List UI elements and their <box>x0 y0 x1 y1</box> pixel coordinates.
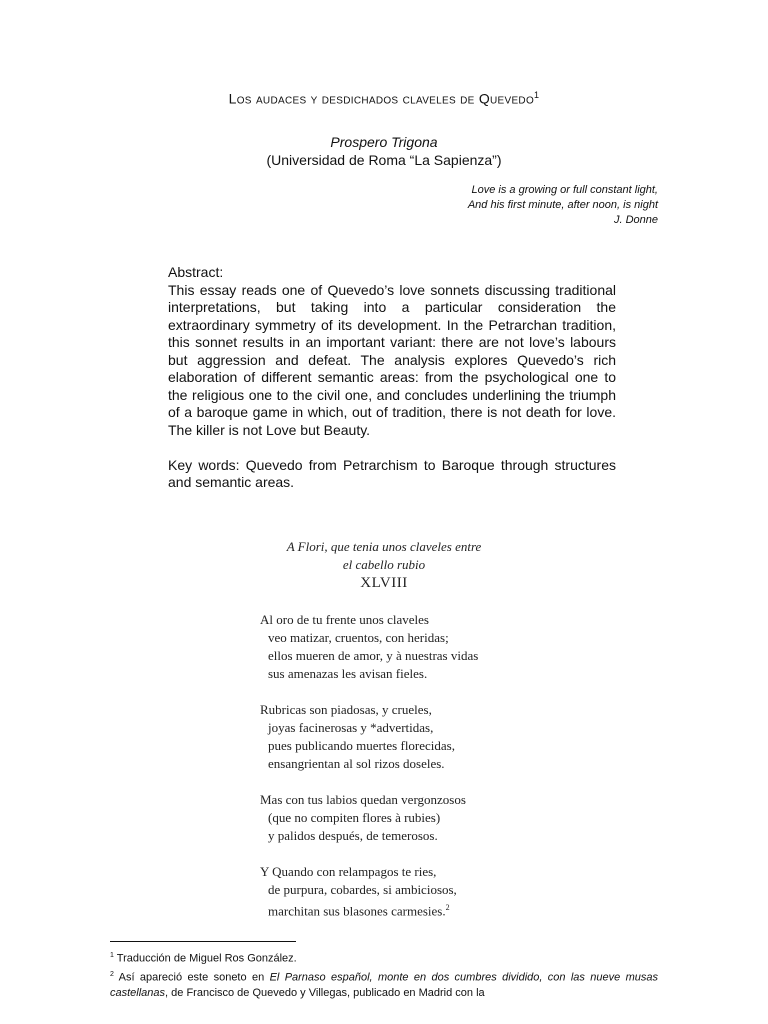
title-footnote-ref[interactable]: 1 <box>534 90 540 100</box>
epigraph-line: Love is a growing or full constant light, <box>471 184 658 196</box>
poem-footnote-ref[interactable]: 2 <box>445 903 450 912</box>
poem-line: Al oro de tu frente unos claveles <box>260 612 429 627</box>
poem-numeral: XLVIII <box>360 575 408 591</box>
poem-line: veo matizar, cruentos, con heridas; <box>268 630 449 645</box>
footnote-number: 1 <box>110 952 114 959</box>
poem-line <box>260 899 660 920</box>
footnotes <box>110 948 658 1002</box>
stanza <box>260 611 660 683</box>
paper-title-text: Los audaces y desdichados claveles de Quevedo <box>228 90 535 107</box>
poem-line: sus amenazas les avisan fieles. <box>268 666 428 681</box>
author-name: Prospero Trigona <box>330 134 438 150</box>
poem-heading <box>0 538 768 592</box>
footnote-text: , de Francisco de Quevedo y Villegas, publicado en Madrid con la <box>165 987 485 1000</box>
abstract-heading: Abstract: <box>168 264 224 280</box>
author-affiliation: (Universidad de Roma “La Sapienza”) <box>266 152 502 168</box>
footnote-divider <box>110 941 296 942</box>
poem-line: (que no compiten flores à rubies) <box>268 810 441 825</box>
poem-heading-line: A Flori, que tenia unos claveles entre <box>286 539 482 554</box>
epigraph-line: And his first minute, after noon, is night <box>467 199 658 211</box>
keywords: Key words: Quevedo from Petrarchism to Baroque through structures and semantic areas. <box>168 456 616 490</box>
poem-line: Mas con tus labios quedan vergonzosos <box>260 792 466 807</box>
poem-line: y palidos después, de temerosos. <box>268 828 438 843</box>
author-block <box>0 133 768 169</box>
poem-block <box>0 538 768 919</box>
paper-title <box>0 90 768 106</box>
poem-line: pues publicando muertes florecidas, <box>268 738 455 753</box>
poem-stanzas <box>260 611 660 938</box>
epigraph-attribution: J. Donne <box>613 214 658 226</box>
poem-heading-line: el cabello rubio <box>342 557 426 572</box>
poem-line: ellos mueren de amor, y à nuestras vidas <box>268 648 479 663</box>
poem-line-text: marchitan sus blasones carmesies. <box>268 903 446 919</box>
footnote-book-title: El Parnaso español, monte en dos cumbres dividido, con las nueve musas castellanas <box>110 971 658 1000</box>
footnote-1 <box>110 948 658 967</box>
stanza <box>260 701 660 773</box>
footnote-text: Así apareció este soneto en <box>118 971 265 984</box>
abstract-body: This essay reads one of Quevedo’s love sonnets discussing traditional interpretations, but taking into a particular consideration the extraordinary symmetry of its development. In the Petrarchan tradition, this sonnet results in an important variant: there are not love’s labours but aggression and defeat. The analysis explores Quevedo’s rich elaboration of different semantic areas: from the psychological one to the religious one to the civil one, and concludes underlining the triumph of a baroque game in which, out of tradition, there is not death for love. The killer is not Love but Beauty. <box>168 281 616 438</box>
poem-line: de purpura, cobardes, si ambiciosos, <box>268 882 457 897</box>
footnote-number: 2 <box>110 971 114 979</box>
poem-line: ensangrientan al sol rizos doseles. <box>268 756 445 771</box>
footnote-text: Traducción de Miguel Ros González. <box>116 952 297 965</box>
footnote-2 <box>110 967 658 1002</box>
epigraph <box>298 183 658 228</box>
poem-line: Y Quando con relampagos te ries, <box>260 864 437 879</box>
stanza <box>260 863 660 920</box>
poem-line: Rubricas son piadosas, y crueles, <box>260 702 432 717</box>
stanza <box>260 791 660 845</box>
poem-line: joyas facinerosas y *advertidas, <box>268 720 434 735</box>
abstract-section <box>168 264 616 492</box>
